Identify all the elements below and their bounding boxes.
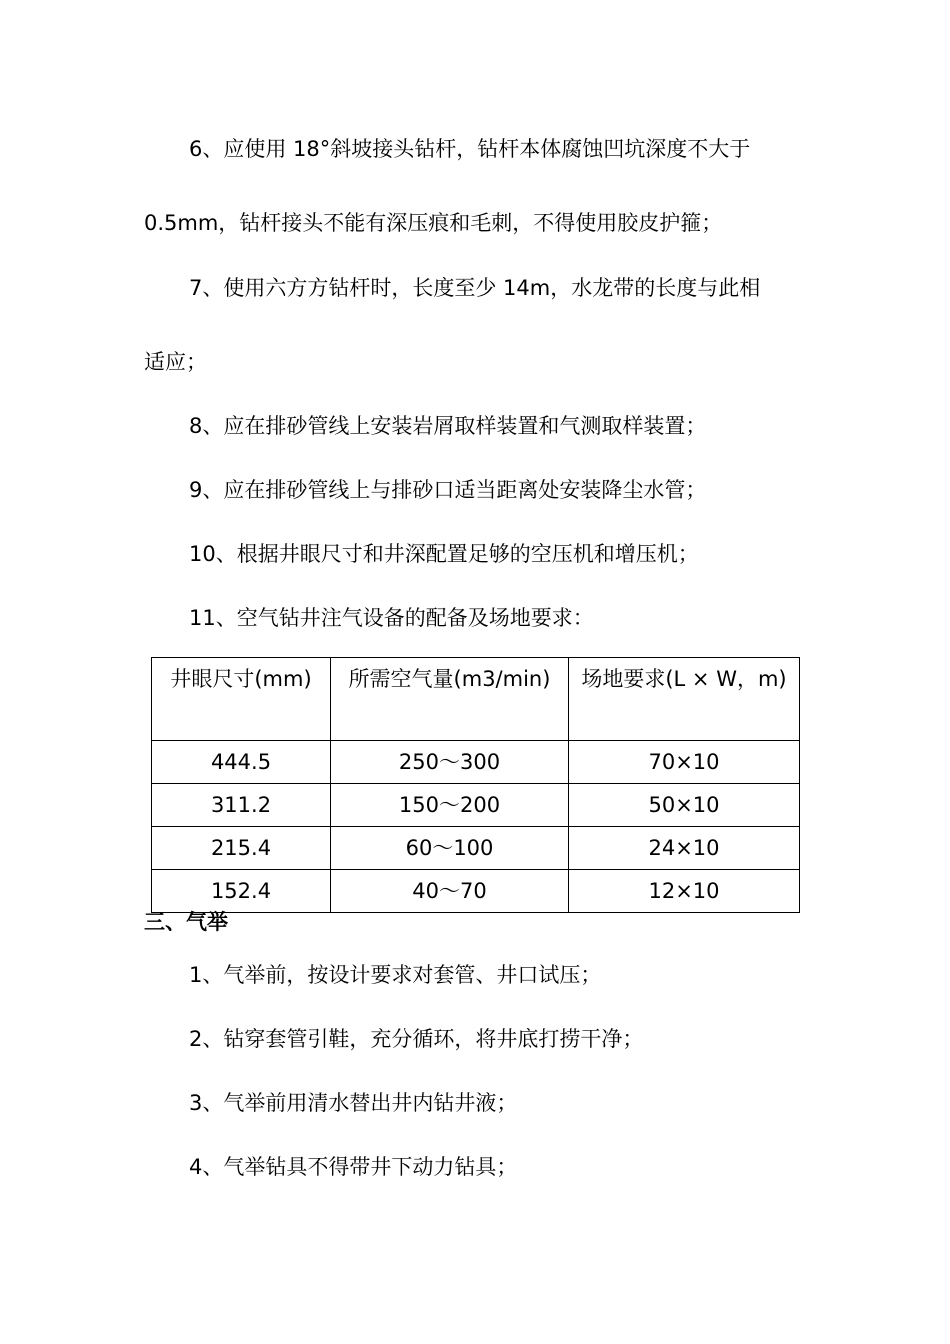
paragraph-6-line-1: 6、应使用 18°斜坡接头钻杆，钻杆本体腐蚀凹坑深度不大于 bbox=[189, 137, 751, 161]
table-cell: 60～100 bbox=[331, 827, 569, 870]
table-header-air-volume: 所需空气量(m3/min) bbox=[331, 658, 569, 741]
air-equipment-table bbox=[151, 657, 800, 913]
section-item-2: 2、钻穿套管引鞋，充分循环，将井底打捞干净； bbox=[189, 1027, 644, 1051]
section-item-3: 3、气举前用清水替出井内钻井液； bbox=[189, 1091, 518, 1115]
table-header-hole-size: 井眼尺寸(mm) bbox=[152, 658, 331, 741]
table-row bbox=[152, 870, 800, 913]
paragraph-7-line-2: 适应； bbox=[144, 350, 207, 374]
table-cell: 311.2 bbox=[152, 784, 331, 827]
paragraph-11: 11、空气钻井注气设备的配备及场地要求： bbox=[189, 606, 594, 630]
table-cell: 50×10 bbox=[569, 784, 800, 827]
section-item-1: 1、气举前，按设计要求对套管、井口试压； bbox=[189, 963, 602, 987]
table-cell: 215.4 bbox=[152, 827, 331, 870]
paragraph-9: 9、应在排砂管线上与排砂口适当距离处安装降尘水管； bbox=[189, 478, 707, 502]
table-row bbox=[152, 827, 800, 870]
section-heading: 三、气举 bbox=[144, 910, 228, 934]
table-row bbox=[152, 741, 800, 784]
table-header-site-requirement: 场地要求(L × W，m) bbox=[569, 658, 800, 741]
table-cell: 24×10 bbox=[569, 827, 800, 870]
paragraph-8: 8、应在排砂管线上安装岩屑取样装置和气测取样装置； bbox=[189, 414, 707, 438]
section-item-4: 4、气举钻具不得带井下动力钻具； bbox=[189, 1155, 518, 1179]
table-cell: 70×10 bbox=[569, 741, 800, 784]
table-cell: 40～70 bbox=[331, 870, 569, 913]
table-cell: 152.4 bbox=[152, 870, 331, 913]
table-header-row bbox=[152, 658, 800, 741]
table-cell: 150～200 bbox=[331, 784, 569, 827]
table-row bbox=[152, 784, 800, 827]
paragraph-10: 10、根据井眼尺寸和井深配置足够的空压机和增压机； bbox=[189, 542, 699, 566]
table-cell: 12×10 bbox=[569, 870, 800, 913]
paragraph-6-line-2: 0.5mm，钻杆接头不能有深压痕和毛刺，不得使用胶皮护箍； bbox=[144, 211, 723, 235]
table-cell: 250～300 bbox=[331, 741, 569, 784]
paragraph-7-line-1: 7、使用六方方钻杆时，长度至少 14m，水龙带的长度与此相 bbox=[189, 276, 761, 300]
table-cell: 444.5 bbox=[152, 741, 331, 784]
